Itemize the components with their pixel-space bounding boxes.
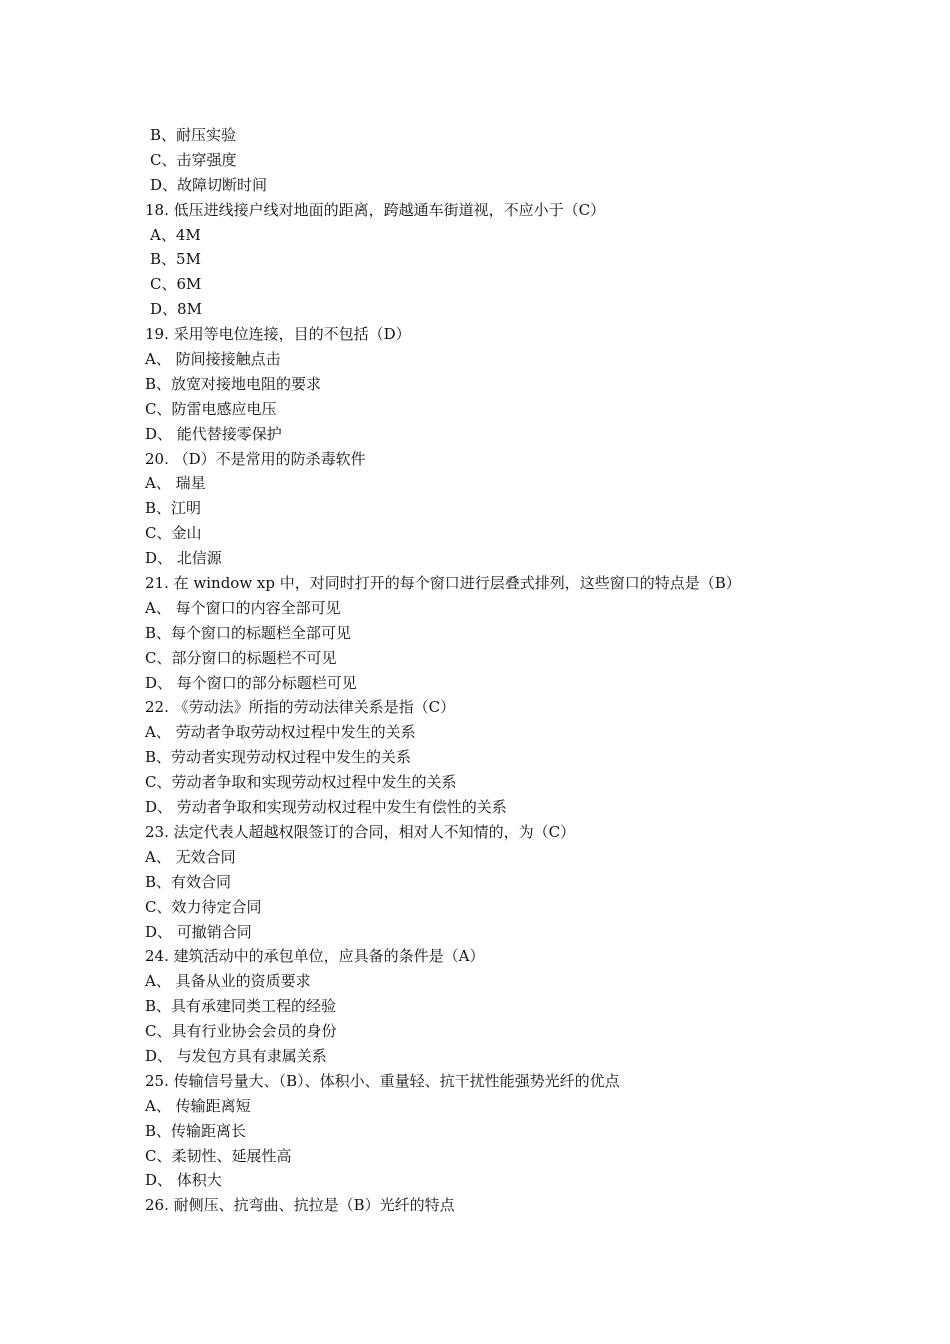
text-line: 20. （D）不是常用的防杀毒软件 [145,449,366,468]
text-line: C、6M [150,275,202,294]
text-line: B、耐压实验 [150,126,237,144]
text-line: B、有效合同 [145,872,232,891]
text-line: 19. 采用等电位连接，目的不包括（D） [145,325,411,344]
text-line: 22. 《劳动法》所指的劳动法律关系是指（C） [145,698,456,717]
text-line: D、 劳动者争取和实现劳动权过程中发生有偿性的关系 [145,798,507,817]
text-line: B、每个窗口的标题栏全部可见 [145,623,352,642]
document-body [145,123,845,1218]
text-line: A、 瑞星 [145,474,206,493]
text-line: A、4M [150,225,201,244]
text-line: D、 能代替接零保护 [145,424,282,443]
text-line: C、击穿强度 [150,150,237,169]
text-line: 24. 建筑活动中的承包单位，应具备的条件是（A） [145,947,485,966]
text-line: B、江明 [145,499,202,518]
text-line: 25. 传输信号量大、（B）、体积小、重量轻、抗干扰性能强势光纤的优点 [145,1071,620,1090]
text-line: 18. 低压进线接户线对地面的距离，跨越通车街道视，不应小于（C） [145,200,606,219]
text-line: C、防雷电感应电压 [145,399,277,418]
text-line: 23. 法定代表人超越权限签订的合同，相对人不知情的，为（C） [145,822,576,841]
text-line: B、劳动者实现劳动权过程中发生的关系 [145,748,412,767]
text-line: C、具有行业协会会员的身份 [145,1022,337,1041]
text-line: C、部分窗口的标题栏不可见 [145,648,337,667]
text-line: 21. 在 window xp 中，对同时打开的每个窗口进行层叠式排列，这些窗口的特点是（B） [145,574,741,593]
text-line: A、 劳动者争取劳动权过程中发生的关系 [145,723,416,742]
text-line: D、 可撤销合同 [145,922,252,941]
text-line: A、 防间接接触点击 [145,350,281,369]
text-line: B、5M [150,250,201,269]
text-line: D、 北信源 [145,549,222,568]
text-line: A、 具备从业的资质要求 [145,972,311,991]
text-line: 26. 耐侧压、抗弯曲、抗拉是（B）光纤的特点 [145,1196,455,1215]
text-line: D、 每个窗口的部分标题栏可见 [145,673,357,692]
text-line: D、 与发包方具有隶属关系 [145,1046,327,1065]
text-line: D、8M [150,300,202,319]
text-line: C、金山 [145,524,202,543]
text-line: C、柔韧性、延展性高 [145,1146,292,1165]
text-line: A、 无效合同 [145,847,236,866]
text-line: C、劳动者争取和实现劳动权过程中发生的关系 [145,773,457,792]
text-line: D、故障切断时间 [150,175,268,194]
text-line: C、效力待定合同 [145,897,262,916]
text-line: B、传输距离长 [145,1121,247,1140]
text-line: A、 每个窗口的内容全部可见 [145,598,341,617]
text-line: A、 传输距离短 [145,1096,251,1115]
text-line: D、 体积大 [145,1171,222,1190]
text-line: B、放宽对接地电阻的要求 [145,374,322,393]
text-line: B、具有承建同类工程的经验 [145,997,337,1016]
